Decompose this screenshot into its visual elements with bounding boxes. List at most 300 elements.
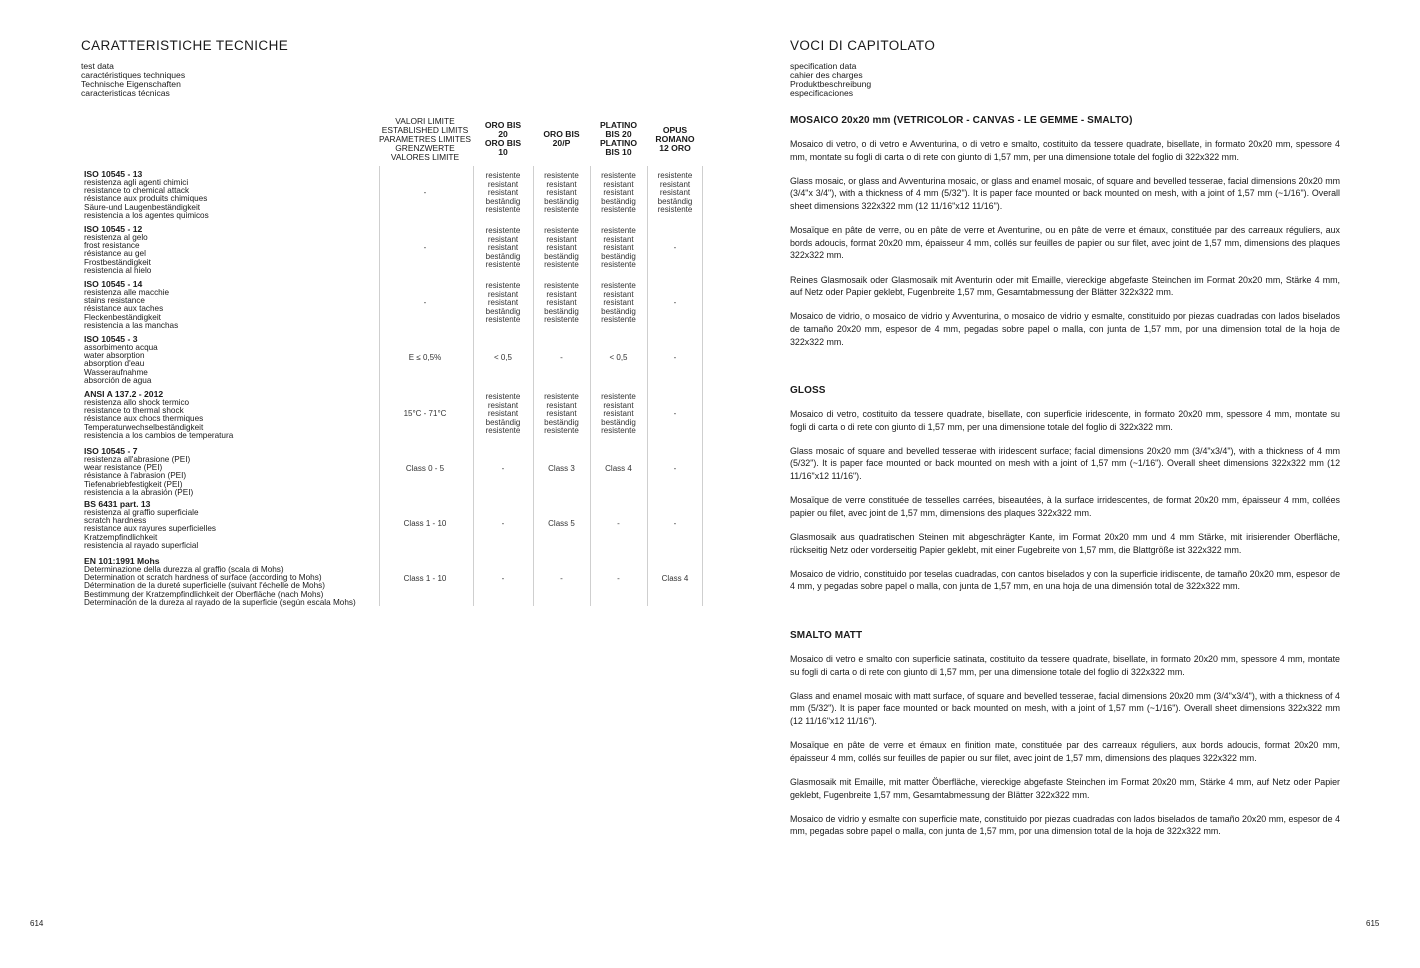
cell-line: E ≤ 0,5%: [408, 353, 442, 363]
cell-line: beständig: [544, 196, 579, 206]
cell-line: resistant: [487, 179, 519, 189]
cell-line: resistente: [601, 426, 636, 436]
table-cell: [533, 443, 590, 496]
cell-value: [601, 393, 636, 436]
cell-line: beständig: [485, 417, 521, 427]
cell-line: resistente: [544, 392, 579, 402]
standard-code: BS 6431 part. 13: [84, 499, 151, 509]
test-description: Frostbeständigkeit: [84, 257, 151, 267]
table-cell: [590, 496, 647, 553]
table-cell: [647, 386, 703, 443]
cell-value: [605, 465, 632, 474]
test-description: Determinazione della durezza al graffio (scala di Mohs): [84, 565, 284, 574]
table-cell: [590, 276, 647, 331]
cell-line: resistant: [487, 243, 519, 253]
standard-code: ANSI A 137.2 - 2012: [84, 389, 164, 399]
test-description: Temperaturwechselbeständigkeit: [84, 422, 204, 432]
standard-code: ISO 10545 - 7: [84, 446, 138, 456]
test-description: résistance aux produits chimiques: [84, 194, 208, 204]
specification-text: [790, 115, 1340, 875]
test-description: Determinación de la dureza al rayado de la superficie (según escala Mohs): [84, 597, 356, 607]
test-description: Bestimmung der Kratzempfindlichkeit der Oberfläche (nach Mohs): [84, 589, 324, 599]
subtitle-line: specification data: [790, 61, 857, 71]
test-description: Kratzempfindlichkeit: [84, 532, 158, 542]
table-row: [84, 496, 702, 553]
cell-line: resistant: [603, 188, 634, 198]
row-label: [84, 500, 216, 550]
section-paragraph: Mosaico di vetro, o di vetro e Avventurina, o di vetro e smalto, costituito da tessere quadrate, bisellate, in formato 20x20 mm, spessore 4 mm, montate su fogli di carta o di rete con giunto di 1,57 mm, per una dimensione totale del foglio di 322x322 mm.: [790, 139, 1340, 162]
cell-line: beständig: [485, 196, 521, 206]
standard-code: EN 101:1991 Mohs: [84, 556, 160, 566]
cell-value: [486, 227, 521, 270]
column-divider: [702, 166, 703, 606]
header-line: BIS 10: [605, 147, 632, 157]
cell-value: [424, 189, 427, 198]
cell-line: -: [617, 574, 620, 584]
table-cell: [473, 166, 533, 221]
page-title: CARATTERISTICHE TECNICHE: [81, 38, 289, 53]
cell-line: resistente: [601, 226, 636, 236]
table-row: [84, 166, 702, 221]
test-description: resistenza allo shock termico: [84, 398, 190, 407]
table-cell: [533, 496, 590, 553]
cell-line: resistant: [487, 289, 519, 299]
cell-line: resistant: [659, 179, 691, 189]
section-paragraph: Mosaico di vetro e smalto con superficie satinata, costituito da tessere quadrate, bisellate, in formato 20x20 mm, spessore 4 mm, montate su fogli di carta o di rete con giunto di 1,57 mm, per una dimensione totale del foglio di 322x322 mm.: [790, 654, 1340, 677]
column-divider: [533, 166, 534, 606]
cell-line: resistente: [544, 171, 579, 181]
header-line: ORO BIS: [484, 138, 522, 148]
column-divider: [647, 166, 648, 606]
table-cell: [533, 331, 590, 386]
test-description: Détermination de la dureté superficielle (suivant l'échelle de Mohs): [84, 581, 325, 591]
column-header-text: [543, 130, 579, 148]
cell-line: -: [423, 188, 427, 198]
spec-section: [790, 385, 1340, 593]
column-header: [473, 114, 533, 164]
subtitle-line: cahier des charges: [790, 70, 863, 80]
test-description: resistencia a los cambios de temperatura: [84, 430, 234, 440]
cell-line: resistant: [603, 298, 634, 308]
standard-code: ISO 10545 - 12: [84, 224, 143, 234]
table-row: [84, 276, 702, 331]
cell-line: -: [673, 353, 677, 363]
cell-line: beständig: [544, 251, 579, 261]
column-divider: [473, 166, 474, 606]
row-label: [84, 390, 233, 440]
cell-line: resistant: [487, 298, 519, 308]
cell-line: resistant: [487, 400, 519, 410]
header-line: 12 ORO: [659, 142, 691, 153]
test-description: Fleckenbeständigkeit: [84, 312, 161, 322]
cell-value: [544, 393, 579, 436]
cell-value: [560, 354, 563, 363]
header-line: ROMANO: [655, 133, 695, 144]
page-title: VOCI DI CAPITOLATO: [790, 38, 936, 53]
table-cell: [533, 553, 590, 606]
test-description: Wasseraufnahme: [84, 367, 148, 377]
table-cell: [533, 166, 590, 221]
page-number: 615: [1366, 919, 1380, 928]
cell-value: [601, 282, 636, 325]
cell-line: resistant: [546, 234, 577, 244]
cell-value: [658, 172, 693, 215]
spec-section: [790, 115, 1340, 348]
cell-line: resistant: [603, 289, 634, 299]
section-paragraph: Mosaico de vidrio y esmalte con superficie mate, constituido por piezas cuadradas con lados biselados de tamaño 20x20 mm, espesor de 4 mm, pegadas sobre papel o malla, con junta de 1,57 mm, por una dimension total de la hoja de 322x322 mm.: [790, 813, 1340, 837]
section-paragraph: Mosaïque en pâte de verre et émaux en finition mate, constituée par des carreaux réguliers, aux bords adoucis, format 20x20 mm, épaisseur 4 mm, collés sur feuilles de papier ou sur filet, avec joint de 1,57 mm, dimensions des plaques 322x322 mm.: [790, 740, 1340, 763]
cell-line: resistant: [487, 409, 519, 419]
cell-value: [548, 520, 575, 529]
cell-line: Class 1 - 10: [403, 519, 447, 529]
cell-line: resistente: [544, 315, 579, 325]
cell-line: -: [423, 243, 427, 253]
cell-line: resistente: [485, 205, 521, 215]
table-cell: [590, 166, 647, 221]
header-line: VALORI LIMITE: [395, 115, 455, 126]
test-description: resistenza al gelo: [84, 233, 148, 242]
cell-line: resistente: [601, 281, 636, 291]
cell-value: [674, 520, 677, 529]
test-description: scratch hardness: [84, 516, 147, 526]
page-subtitles: [790, 62, 871, 98]
section-paragraph: Glass mosaic of square and bevelled tesserae with iridescent surface; facial dimensions 20x20 mm (3/4"x3/4"), with a thickness of 4 mm (5/32"). It is paper face mounted or back mounted on mesh with a joint of 1,57 mm (~1/16"). Overall sheet dimensions 322x322 mm (12 11/16"x12 11/16").: [790, 445, 1340, 482]
cell-line: resistente: [485, 281, 521, 291]
cell-value: [560, 575, 563, 584]
table-row: [84, 386, 702, 443]
table-cell: [473, 276, 533, 331]
test-description: resistencia a la abrasión (PEI): [84, 487, 194, 497]
table-cell: [473, 443, 533, 496]
column-header-text: [379, 117, 471, 162]
cell-value: [409, 354, 441, 363]
cell-line: Class 5: [548, 519, 575, 529]
cell-line: -: [501, 464, 505, 474]
test-description: résistance aux chocs thermiques: [84, 414, 204, 424]
cell-value: [544, 282, 579, 325]
cell-value: [502, 465, 505, 474]
cell-line: resistant: [487, 234, 519, 244]
table-cell: [377, 166, 473, 221]
test-description: resistance to chemical attack: [84, 186, 190, 196]
cell-line: resistente: [485, 226, 521, 236]
header-line: 20: [498, 129, 508, 139]
table-cell: [647, 221, 703, 276]
cell-line: resistant: [546, 179, 577, 189]
table-cell: [647, 276, 703, 331]
column-header: [647, 114, 703, 164]
table-cell: [473, 496, 533, 553]
cell-value: [404, 410, 447, 419]
table-cell: [590, 221, 647, 276]
table-cell: [590, 331, 647, 386]
cell-line: resistant: [546, 289, 577, 299]
row-label: [84, 280, 178, 330]
page-number: 614: [30, 919, 44, 928]
table-cell: [533, 221, 590, 276]
cell-line: resistant: [603, 234, 634, 244]
cell-line: Class 3: [548, 464, 575, 474]
test-description: résistance à l'abrasion (PEI): [84, 471, 187, 481]
table-cell: [590, 386, 647, 443]
subtitle-line: test data: [81, 61, 114, 71]
test-description: frost resistance: [84, 241, 140, 251]
cell-line: Class 4: [661, 574, 689, 584]
cell-value: [544, 227, 579, 270]
table-cell: [377, 496, 473, 553]
cell-line: resistente: [485, 171, 521, 181]
row-label: [84, 447, 193, 497]
table-cell: [377, 553, 473, 606]
test-description: absorption d'eau: [84, 359, 145, 369]
cell-line: resistant: [546, 188, 577, 198]
cell-line: resistente: [601, 315, 636, 325]
column-header: [590, 114, 647, 164]
section-paragraph: Mosaïque de verre constituée de tesselles carrées, biseautées, à la surface irridescentes, de format 20x20 mm, épaisseur 4 mm, collées papier ou filet, avec joint de 1,57 mm, dimensions des plaques 322x322 mm.: [790, 495, 1340, 518]
cell-line: Class 4: [605, 464, 632, 474]
test-description: Determination ot scratch hardness of surface (according to Mohs): [84, 573, 322, 583]
test-description: resistencia a las manchas: [84, 320, 179, 330]
cell-line: resistente: [485, 426, 521, 436]
test-description: assorbimento acqua: [84, 343, 158, 352]
cell-line: beständig: [485, 251, 521, 261]
table-cell: [473, 331, 533, 386]
section-heading: SMALTO MATT: [790, 630, 863, 641]
test-description: résistance au gel: [84, 249, 146, 259]
header-line: 10: [498, 147, 508, 157]
test-description: resistencia a los agentes quimicos: [84, 210, 209, 220]
header-line: GRENZWERTE: [395, 142, 455, 153]
cell-line: resistente: [544, 205, 579, 215]
cell-line: -: [673, 409, 677, 419]
table-cell: [377, 331, 473, 386]
page-subtitles: [81, 62, 185, 98]
section-heading: MOSAICO 20x20 mm (VETRICOLOR - CANVAS - LE GEMME - SMALTO): [790, 115, 1133, 126]
table-body: [84, 166, 702, 606]
cell-value: [404, 575, 447, 584]
test-description: resistance aux rayures superficielles: [84, 524, 216, 534]
table-cell: [533, 386, 590, 443]
test-description: resistenza all'abrasione (PEI): [84, 455, 191, 464]
cell-line: 15°C - 71°C: [403, 409, 447, 419]
section-paragraph: Reines Glasmosaik oder Glasmosaik mit Aventurin oder mit Emaille, viereckige abgefaste Steinchen im Format 20x20 mm, Stärke 4 mm, auf Netz oder Papier geklebt, Fugenbreite 1,57 mm, Gesamtabmessung der Blätter 322x322 mm.: [790, 274, 1340, 298]
header-line: ORO BIS: [543, 129, 580, 139]
cell-line: beständig: [601, 196, 636, 206]
cell-line: resistant: [546, 409, 577, 419]
cell-line: beständig: [601, 251, 636, 261]
cell-line: resistant: [603, 409, 634, 419]
section-paragraph: Mosaico de vidrio, constituido por teselas cuadradas, con cantos biselados y con la superficie iridiscente, de tamaño 20x20 mm, espesor de 4 mm, y pegadas sobre papel o malla, con junta de 1,57 mm, en una hoja de una dimensión total de 322x322 mm.: [790, 568, 1340, 592]
table-cell: [647, 496, 703, 553]
table-cell: [590, 443, 647, 496]
cell-line: resistente: [601, 260, 636, 270]
header-line: OPUS: [662, 124, 688, 135]
table-cell: [473, 553, 533, 606]
cell-line: -: [501, 574, 505, 584]
spec-section: [790, 630, 1340, 838]
cell-line: -: [501, 519, 505, 529]
table-cell: [377, 221, 473, 276]
standard-code: ISO 10545 - 3: [84, 334, 138, 344]
test-description: resistance to thermal shock: [84, 406, 184, 416]
cell-value: [544, 172, 579, 215]
section-paragraph: Glass and enamel mosaic with matt surface, of square and bevelled tesserae, facial dimensions 20x20 mm (3/4"x3/4"), with a thickness of 4 mm (5/32"). It is paper face mounted or back mounted on mesh, with a joint of 1,57 mm (~1/16"). Overall sheet dimensions 322x322 mm (12 11/16"x12 11/16").: [790, 690, 1340, 726]
cell-value: [424, 244, 427, 253]
cell-line: beständig: [544, 306, 579, 316]
cell-value: [424, 299, 427, 308]
cell-line: -: [673, 298, 677, 308]
table-cell: [647, 553, 703, 606]
row-label: [84, 557, 356, 607]
column-header: [533, 114, 590, 164]
cell-line: resistant: [546, 243, 577, 253]
cell-line: -: [617, 519, 620, 529]
cell-value: [406, 465, 444, 474]
cell-line: Class 0 - 5: [405, 464, 445, 474]
right-page: [710, 0, 1420, 968]
cell-line: -: [560, 574, 563, 584]
cell-line: resistant: [603, 400, 634, 410]
header-line: 20/P: [552, 138, 571, 148]
test-description: wear resistance (PEI): [84, 463, 163, 473]
table-row: [84, 331, 702, 386]
cell-line: beständig: [601, 306, 636, 316]
cell-line: resistant: [659, 188, 691, 198]
table-cell: [473, 386, 533, 443]
table-header: [84, 114, 702, 166]
standard-code: ISO 10545 - 14: [84, 279, 143, 289]
cell-line: -: [673, 243, 677, 253]
cell-line: resistente: [544, 260, 579, 270]
subtitle-line: caracteristicas técnicas: [81, 88, 170, 98]
cell-value: [674, 465, 677, 474]
table-cell: [647, 443, 703, 496]
cell-line: beständig: [544, 417, 579, 427]
test-description: resistenza alle macchie: [84, 288, 170, 297]
cell-line: resistant: [603, 243, 634, 253]
cell-line: resistente: [601, 171, 636, 181]
cell-line: resistant: [487, 188, 519, 198]
column-divider: [590, 166, 591, 606]
cell-line: -: [673, 519, 677, 529]
cell-value: [502, 520, 505, 529]
cell-line: beständig: [601, 417, 636, 427]
cell-value: [494, 354, 512, 363]
section-paragraph: Mosaico de vidrio, o mosaico de vidrio y Avventurina, o mosaico de vidrio y esmalte, constituido por piezas cuadradas con lados biselados de tamaño 20x20 mm, espesor de 4 mm, pegadas sobre papel o malla, con junta de 1,57 mm, por una dimension total de la hoja de 322x322 mm.: [790, 311, 1340, 347]
header-line: PLATINO: [599, 138, 638, 148]
header-line: VALORES LIMITE: [390, 151, 460, 162]
cell-line: < 0,5: [609, 353, 628, 363]
test-description: stains resistance: [84, 296, 145, 306]
header-line: BIS 20: [605, 129, 632, 139]
table-cell: [377, 443, 473, 496]
table-row: [84, 443, 702, 496]
cell-value: [674, 244, 677, 253]
table-cell: [647, 331, 703, 386]
section-paragraph: Glasmosaik aus quadratischen Steinen mit abgeschrägter Kante, im Format 20x20 mm und 4 mm Stärke, mit irisierender Oberfläche, rückseitig Netz oder vorderseitig Papier geklebt, mit einer Fugebreite von 1,57 mm, die Blattgröße ist 322x322 mm.: [790, 532, 1340, 555]
column-header-text: [600, 121, 637, 157]
cell-line: resistant: [603, 179, 634, 189]
subtitle-line: Produktbeschreibung: [790, 79, 872, 89]
cell-line: -: [673, 464, 677, 474]
cell-value: [609, 354, 627, 363]
cell-line: beständig: [485, 306, 521, 316]
cell-value: [486, 393, 521, 436]
cell-line: -: [560, 353, 563, 363]
cell-value: [486, 172, 521, 215]
test-description: resistenza al graffio superficiale: [84, 508, 199, 517]
cell-value: [601, 172, 636, 215]
cell-line: < 0,5: [493, 353, 512, 363]
table-cell: [377, 386, 473, 443]
row-label: [84, 225, 151, 275]
table-cell: [473, 221, 533, 276]
cell-line: resistente: [657, 171, 693, 181]
cell-value: [486, 282, 521, 325]
section-paragraph: Glasmosaik mit Emaille, mit matter Öberfläche, viereckige abgefaste Steinchen im Format 20x20 mm, Stärke 4 mm, auf Netz oder Papier geklebt, Fugenbreite 1,57 mm, Gesamtabmessung der Blätter 322x322 mm.: [790, 776, 1340, 800]
header-line: PLATINO: [599, 120, 638, 130]
test-description: resistenza agli agenti chimici: [84, 178, 189, 187]
test-description: résistance aux taches: [84, 304, 164, 314]
section-paragraph: Glass mosaic, or glass and Avventurina mosaic, or glass and enamel mosaic, of square and bevelled tesserae, facial dimensions 20x20 mm (3/4"x 3/4"), with a thickness of 4 mm (5/32"). It is paper face mounted or back mounted on mesh, with a joint of 1,57 mm (~1/16"). Overall sheet dimensions 322x322 mm (12 11/16"x12 11/16").: [790, 175, 1340, 211]
cell-line: resistente: [544, 281, 579, 291]
cell-line: resistente: [485, 315, 521, 325]
cell-line: resistente: [601, 392, 636, 402]
table-row: [84, 221, 702, 276]
cell-line: resistente: [657, 205, 693, 215]
cell-line: resistant: [546, 400, 577, 410]
test-description: absorción de agua: [84, 375, 152, 385]
cell-line: beständig: [657, 196, 693, 206]
table-cell: [647, 166, 703, 221]
section-paragraph: Mosaico di vetro, costituito da tessere quadrate, bisellate, con superficie iridescente, in formato 20x20 mm, spessore 4 mm, montate su fogli di carta o di rete con giunto di 1,57 mm, per una dimensione totale del foglio di 322x322 mm.: [790, 409, 1340, 432]
technical-table: [84, 114, 702, 606]
cell-value: [404, 520, 447, 529]
standard-code: ISO 10545 - 13: [84, 169, 143, 179]
cell-value: [662, 575, 689, 584]
cell-value: [617, 575, 620, 584]
cell-value: [617, 520, 620, 529]
test-description: Säure-und Laugenbeständigkeit: [84, 202, 201, 212]
subtitle-line: Technische Eigenschaften: [81, 79, 181, 89]
cell-value: [674, 354, 677, 363]
row-label: [84, 170, 209, 220]
header-line: ESTABLISHED LIMITS: [381, 124, 469, 135]
subtitle-line: caractéristiques techniques: [81, 70, 186, 80]
header-line: ORO BIS: [484, 120, 522, 130]
section-paragraph: Mosaïque en pâte de verre, ou en pâte de verre et Aventurine, ou en pâte de verre et émaux, constituée par des carreaux réguliers, aux bords adoucis, format 20x20 mm, épaisseur 4 mm, collés sur feuilles de papier ou sur filet, avec joint de 1,57 mm, dimensions des plaques 322x322 mm.: [790, 225, 1340, 261]
cell-line: -: [423, 298, 427, 308]
cell-line: resistente: [544, 426, 579, 436]
cell-value: [548, 465, 575, 474]
row-label: [84, 335, 158, 385]
table-row: [84, 553, 702, 606]
test-description: water absorption: [84, 351, 145, 361]
cell-value: [601, 227, 636, 270]
cell-line: resistente: [485, 392, 521, 402]
column-header: [377, 114, 473, 164]
section-heading: GLOSS: [790, 385, 826, 397]
test-description: Tiefenabriebfestigkeit (PEI): [84, 479, 183, 489]
cell-line: resistente: [544, 226, 579, 236]
column-divider: [379, 166, 380, 606]
cell-line: resistant: [546, 298, 577, 308]
cell-value: [674, 299, 677, 308]
subtitle-line: especificaciones: [790, 88, 854, 98]
test-description: resistencia al rayado superficial: [84, 540, 199, 550]
table-cell: [377, 276, 473, 331]
table-cell: [533, 276, 590, 331]
